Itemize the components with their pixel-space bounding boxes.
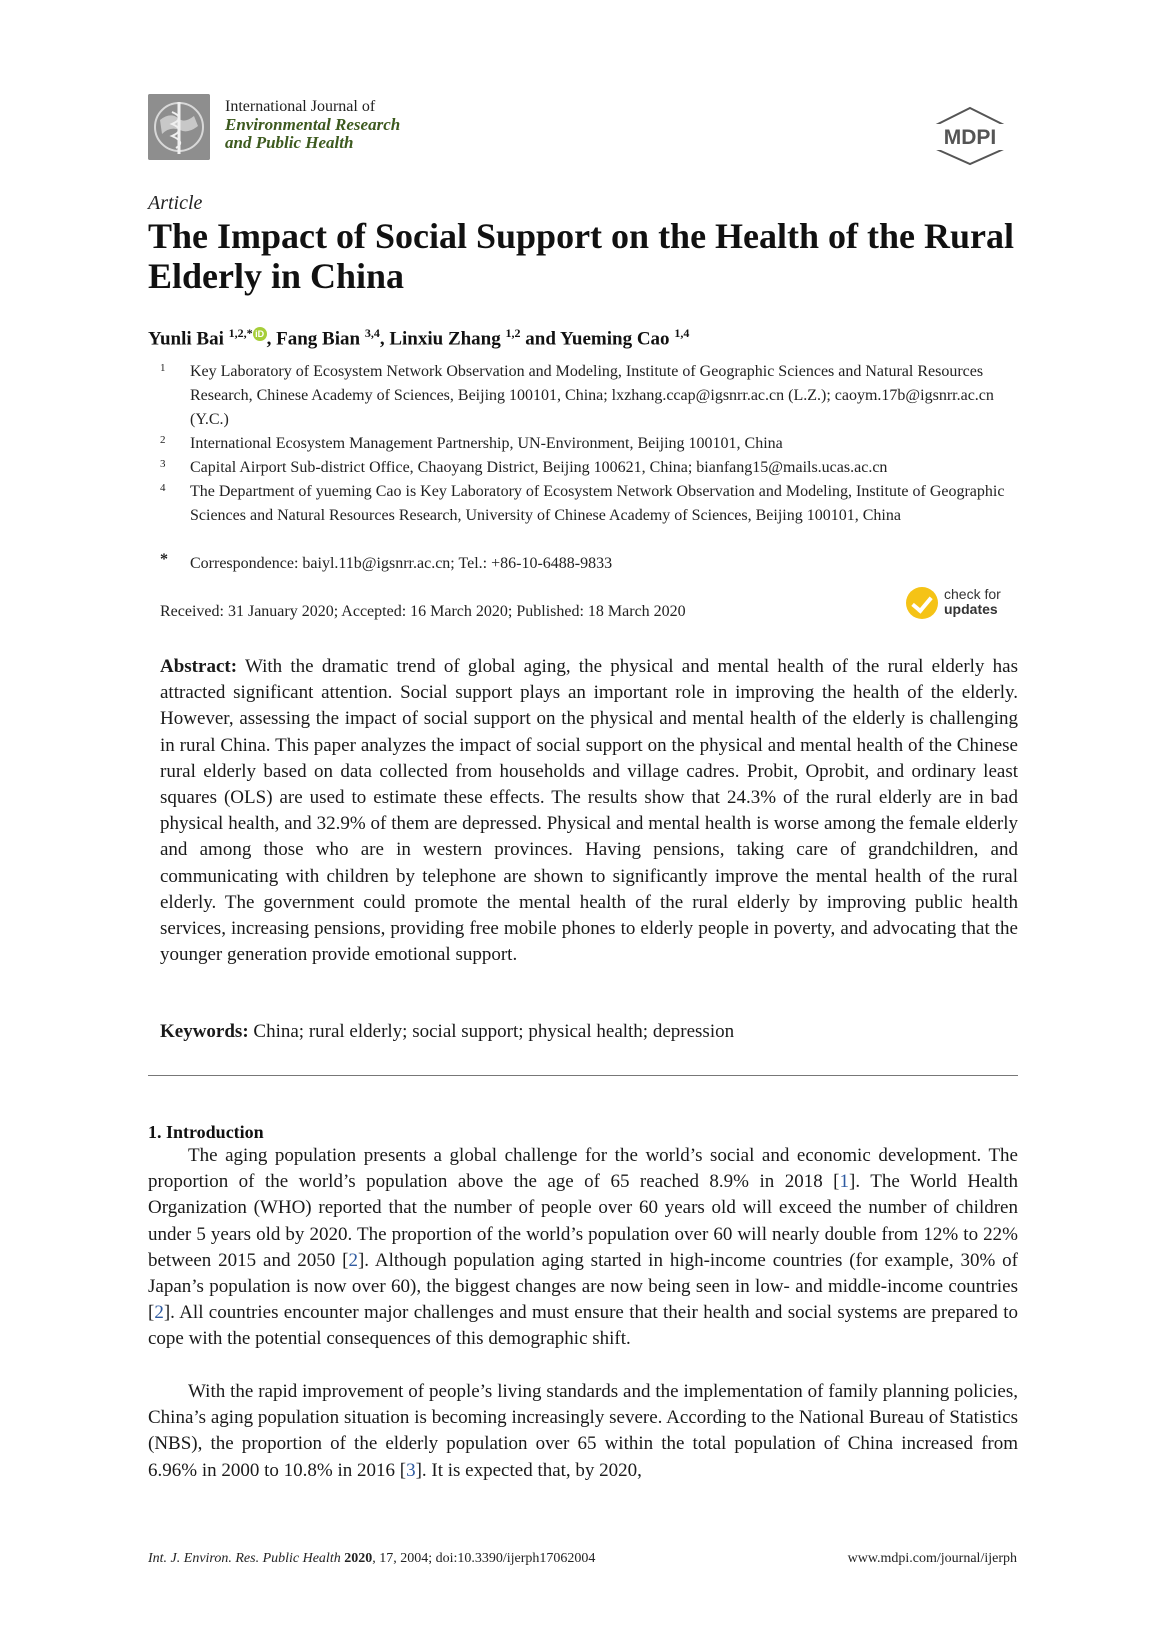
footer-journal-abbr: Int. J. Environ. Res. Public Health (148, 1551, 341, 1566)
check-for-updates-badge[interactable] (906, 587, 1016, 621)
journal-name-line1: International Journal of (225, 98, 376, 115)
footer-year: 2020 (344, 1551, 373, 1566)
checkmark-icon (906, 587, 938, 619)
affiliation-text: Key Laboratory of Ecosystem Network Observation and Modeling, Institute of Geographic Sciences and Natural Resources Research, Chinese Academy of Sciences, Beijing 100101, China; lxzhang.ccap@igsnrr.ac.cn (L.Z.); caoym.17b@igsnrr.ac.cn (Y.C.) (190, 363, 994, 428)
article-type: Article (148, 192, 203, 214)
affiliation-item (148, 480, 1018, 552)
orcid-icon[interactable]: iD (253, 327, 267, 341)
paragraph-text: ]. Although population aging started in high-income countries (for example, 30% of Japan’s population is now over 60), the biggest changes are now being seen in low- and middle-income countries [ (148, 1249, 1018, 1324)
affiliation-text: International Ecosystem Management Partnership, UN-Environment, Beijing 100101, China (190, 435, 783, 452)
abstract-text: With the dramatic trend of global aging, the physical and mental health of the rural elderly has attracted significant attention. Social support plays an important role in improving the health of the elderly. However, assessing the impact of social support on the physical and mental health of the elderly is challenging in rural China. This paper analyzes the impact of social support on the physical and mental health of the Chinese rural elderly based on data collected from households and village cadres. Probit, Oprobit, and ordinary least squares (OLS) are used to estimate these effects. The results show that 24.3% of the rural elderly are in bad physical health, and 32.9% of them are depressed. Physical and mental health is worse among the female elderly and among those who are in western provinces. Having pensions, taking care of grandchildren, and communicating with children by telephone are shown to significantly improve the mental health of the rural elderly. The government could promote the mental health of the rural elderly by improving public health services, increasing pensions, providing free mobile phones to elderly people in poverty, and advocating that the younger generation provide emotional support. (160, 656, 1018, 966)
author-name: Fang Bian (276, 328, 361, 350)
affiliation-text: Capital Airport Sub-district Office, Chaoyang District, Beijing 100621, China; bianfang15@mails.ucas.ac.cn (190, 459, 888, 476)
author-name: Yunli Bai (148, 328, 224, 350)
intro-paragraph-1 (148, 1143, 1018, 1353)
paragraph-text: ]. All countries encounter major challenges and must ensure that their health and social systems are prepared to cope with the potential consequences of this demographic shift. (148, 1302, 1018, 1350)
keywords-text: China; rural elderly; social support; physical health; depression (253, 1021, 735, 1042)
journal-name-line3: and Public Health (225, 133, 354, 152)
citation-link[interactable]: 1 (839, 1171, 850, 1193)
paragraph-text: With the rapid improvement of people’s living standards and the implementation of family planning policies, China’s aging population situation is becoming increasingly severe. According to the National Bureau of Statistics (NBS), the proportion of the elderly population over 65 within the total population of China increased from 6.96% in 2000 to 10.8% in 2016 [ (148, 1381, 1018, 1481)
author-name: Linxiu Zhang (389, 328, 501, 350)
affiliation-text: The Department of yueming Cao is Key Laboratory of Ecosystem Network Observation and Modeling, Institute of Geographic Sciences and Natural Resources Research, University of Chinese Academy of Sciences, Beijing 100101, China (190, 483, 1005, 524)
author-affiliation-marks: 1,2,* (228, 326, 253, 340)
footer-citation-rest: , 17, 2004; doi:10.3390/ijerph17062004 (372, 1551, 596, 1566)
affiliation-mark: 3 (160, 458, 166, 470)
citation-link[interactable]: 2 (154, 1302, 164, 1324)
check-updates-line2: updates (944, 601, 998, 617)
journal-name (225, 98, 400, 152)
correspondence-mark: * (160, 551, 168, 568)
citation-link[interactable]: 2 (348, 1249, 358, 1271)
check-updates-line1: check for (944, 586, 1001, 602)
publication-dates: Received: 31 January 2020; Accepted: 16 March 2020; Published: 18 March 2020 (160, 603, 686, 620)
intro-paragraph-2 (148, 1379, 1018, 1484)
affiliation-item (148, 360, 1018, 432)
affiliation-mark: 1 (160, 362, 166, 374)
paper-title: The Impact of Social Support on the Health of the Rural Elderly in China (148, 216, 1015, 296)
affiliation-mark: 2 (160, 434, 166, 446)
abstract (160, 654, 1018, 968)
journal-logo (148, 94, 210, 160)
affiliation-item (148, 432, 1018, 456)
author-separator: and (520, 328, 560, 350)
paragraph-text: The aging population presents a global challenge for the world’s social and economic development. The proportion of the world’s population above the age of 65 reached 8.9% in 2018 [ (148, 1145, 1018, 1193)
correspondence-text: Correspondence: baiyl.11b@igsnrr.ac.cn; Tel.: +86-10-6488-9833 (190, 555, 613, 572)
keywords-label: Keywords: (160, 1021, 249, 1042)
footer-citation (148, 1551, 595, 1567)
author-affiliation-marks: 3,4 (364, 326, 380, 340)
correspondence (148, 552, 1018, 576)
paragraph-text: ]. It is expected that, by 2020, (415, 1459, 642, 1481)
mdpi-logo (928, 106, 1012, 166)
author-separator: , (266, 328, 277, 350)
footer-journal-url[interactable]: www.mdpi.com/journal/ijerph (847, 1551, 1017, 1566)
author-separator: , (379, 328, 390, 350)
abstract-label: Abstract: (160, 656, 238, 677)
author-affiliation-marks: 1,4 (674, 326, 690, 340)
keywords (160, 1021, 1018, 1043)
author-list (148, 326, 689, 350)
paragraph-text: ]. The World Health Organization (WHO) reported that the number of people over 60 years old will exceed the number of children under 5 years old by 2020. The proportion of the world’s population over 60 will nearly double from 12% to 22% between 2015 and 2050 [ (148, 1171, 1018, 1271)
citation-link[interactable]: 3 (406, 1459, 416, 1481)
section-divider (148, 1075, 1018, 1076)
affiliation-mark: 4 (160, 482, 166, 494)
author-affiliation-marks: 1,2 (505, 326, 521, 340)
section-heading: 1. Introduction (148, 1122, 264, 1142)
publisher-name: MDPI (943, 126, 997, 149)
affiliation-item (148, 456, 1018, 480)
journal-name-line2: Environmental Research (225, 115, 401, 134)
author-name: Yueming Cao (559, 328, 670, 350)
